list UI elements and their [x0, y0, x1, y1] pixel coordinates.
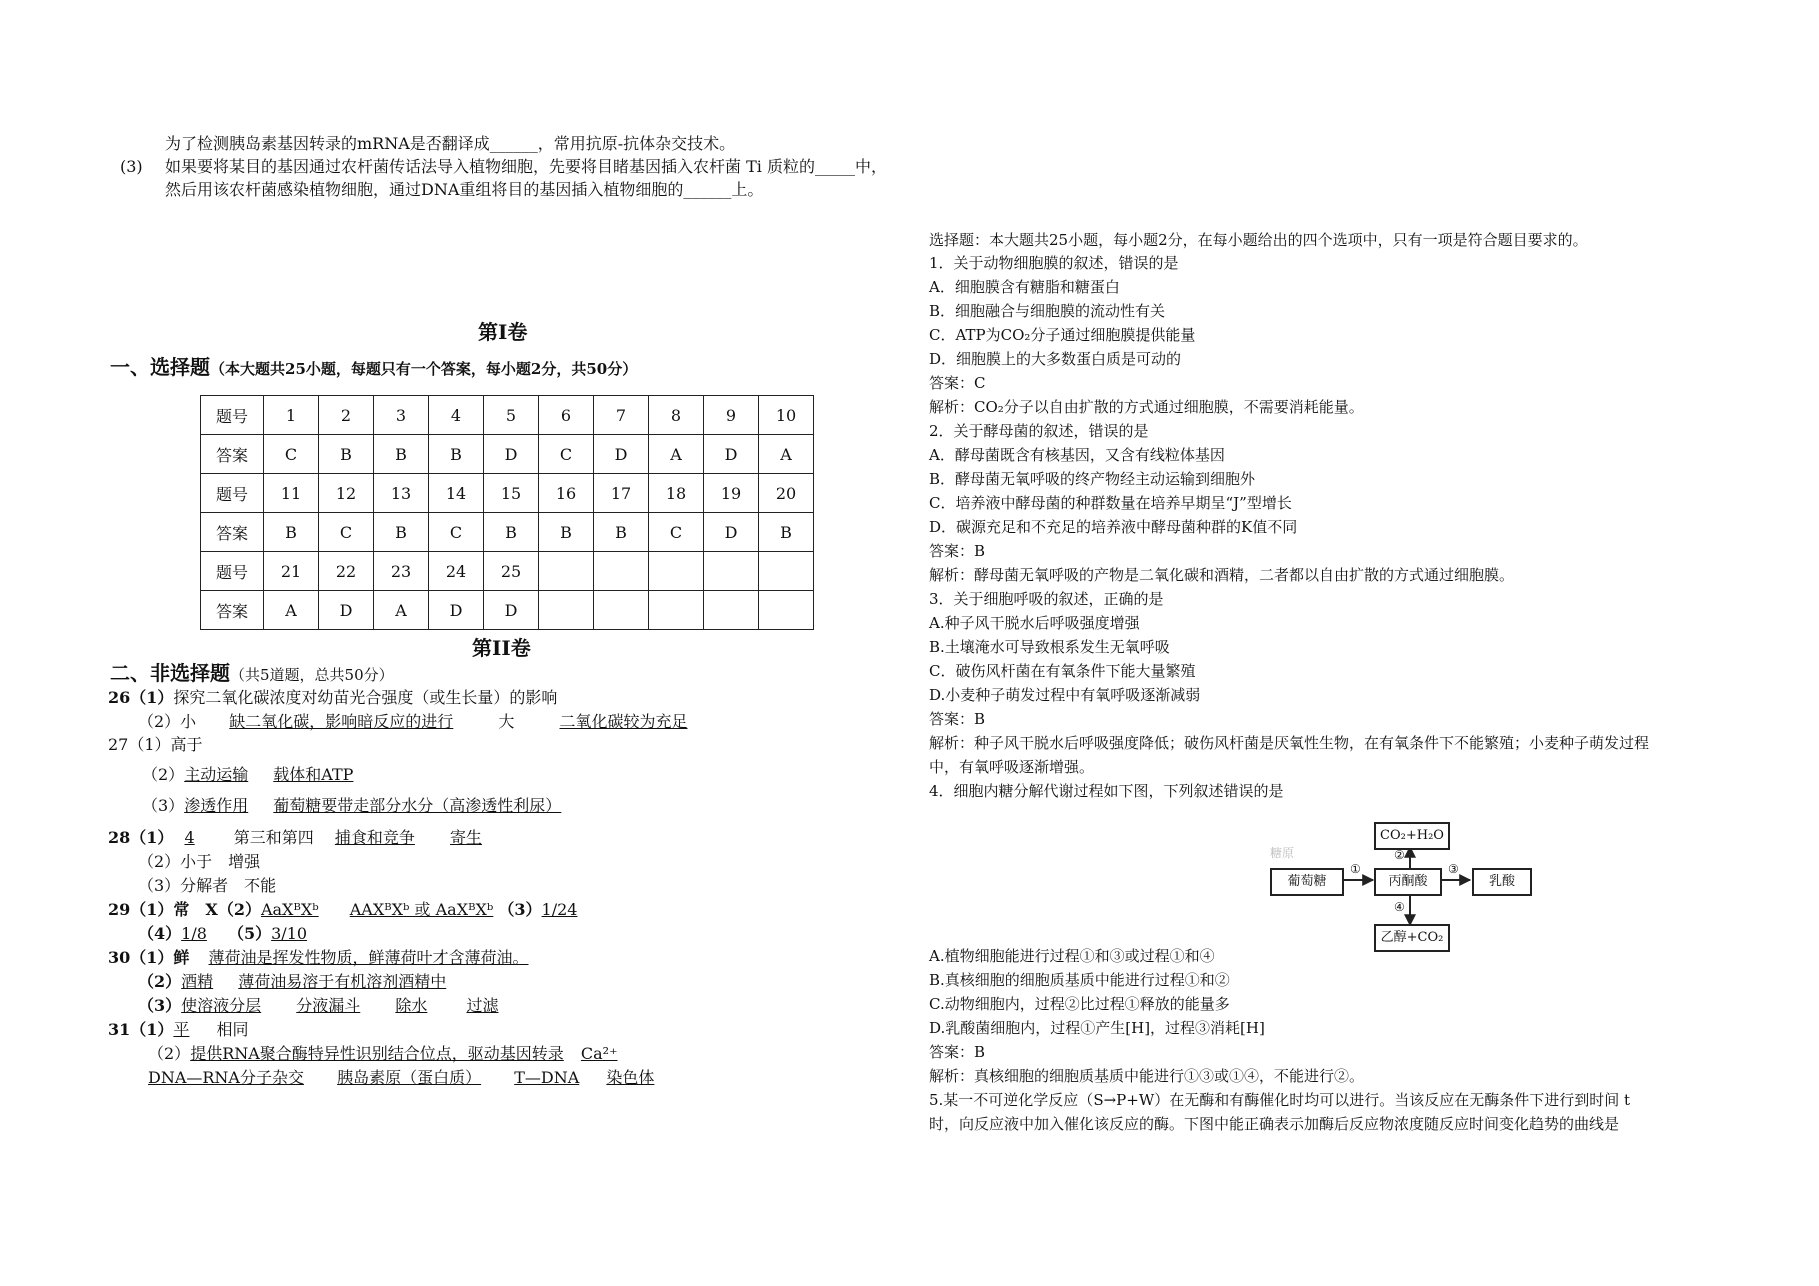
answer-table-cell: D: [704, 513, 759, 552]
q30-line2: [138, 972, 446, 992]
q29-num: 29（1）常 X（2）: [108, 900, 261, 919]
answer-table-cell: A: [264, 591, 319, 630]
right-q2-answer: 答案：B: [929, 542, 986, 560]
right-q1d: D．细胞膜上的大多数蛋白质是可动的: [929, 350, 1182, 368]
right-q4d: D.乳酸菌细胞内，过程①产生[H]，过程③消耗[H]: [929, 1019, 1265, 1037]
step-1-label: ①: [1350, 862, 1361, 876]
right-q1-explain: 解析：CO₂分子以自由扩散的方式通过细胞膜，不需要消耗能量。: [929, 398, 1364, 416]
answer-table-cell: 5: [484, 396, 539, 435]
right-q1-answer: 答案：C: [929, 374, 986, 392]
glucose-box: 葡萄糖: [1270, 868, 1344, 896]
q28-1-d: 寄生: [450, 828, 483, 847]
answer-table-cell: 6: [539, 396, 594, 435]
right-q2b: B．酵母菌无氧呼吸的终产物经主动运输到细胞外: [929, 470, 1256, 488]
answer-table-cell: A: [649, 435, 704, 474]
answer-table-cell: 24: [429, 552, 484, 591]
q26-text: 探究二氧化碳浓度对幼苗光合强度（或生长量）的影响: [173, 688, 558, 707]
q27-line2: [142, 765, 353, 785]
q29-5-a: 3/10: [271, 924, 308, 943]
answer-table-cell: [539, 552, 594, 591]
q30-3-c: 除水: [395, 996, 428, 1015]
answer-table-row: [201, 591, 814, 630]
answer-table-cell: B: [319, 435, 374, 474]
answer-table-cell: 4: [429, 396, 484, 435]
answer-table-cell: 8: [649, 396, 704, 435]
lactic-acid-box: 乳酸: [1472, 868, 1532, 896]
right-q5-line2: 时，向反应液中加入催化该反应的酶。下图中能正确表示加酶后反应物浓度随反应时间变化趋势的曲线是: [929, 1115, 1620, 1133]
q30-2-b: 薄荷油易溶于有机溶剂酒精中: [238, 972, 447, 991]
right-intro: 选择题：本大题共25小题，每小题2分，在每小题给出的四个选项中，只有一项是符合题目要求的。: [929, 231, 1588, 249]
q30-line3: [138, 996, 498, 1016]
q26-2-num: （2）小: [138, 712, 197, 731]
right-q2-explain: 解析：酵母菌无氧呼吸的产物是二氧化碳和酒精，二者都以自由扩散的方式通过细胞膜。: [929, 566, 1515, 584]
right-q5-line1: 5.某一不可逆化学反应（S→P+W）在无酶和有酶催化时均可以进行。当该反应在无酶条件下进行到时间 t: [929, 1091, 1631, 1109]
right-q3-explain-1: 解析：种子风干脱水后呼吸强度降低；破伤风杆菌是厌氧性生物，在有氧条件下不能繁殖；小麦种子萌发过程: [929, 734, 1650, 752]
right-q4-answer: 答案：B: [929, 1043, 986, 1061]
q30-line1: [108, 948, 529, 968]
q28-num: 28（1）: [108, 828, 174, 847]
right-q4-explain: 解析：真核细胞的细胞质基质中能进行①③或①④，不能进行②。: [929, 1067, 1365, 1085]
answer-table: [200, 395, 814, 630]
step-3-label: ③: [1448, 862, 1459, 876]
q31-2-num: （2）: [148, 1044, 191, 1063]
answer-table-row: [201, 513, 814, 552]
answer-table-row-header: 答案: [201, 591, 264, 630]
q27-line3: [142, 796, 561, 816]
right-q1: 1．关于动物细胞膜的叙述，错误的是: [929, 254, 1179, 272]
q31-3-a: DNA—RNA分子杂交: [148, 1068, 304, 1087]
q29-1-a: AaXᴮXᵇ: [260, 900, 319, 919]
answer-table-row-header: 题号: [201, 396, 264, 435]
answer-table-row-header: 题号: [201, 552, 264, 591]
answer-table-cell: C: [264, 435, 319, 474]
vol1-title: 第I卷: [478, 320, 528, 344]
q29-1-b: AAXᴮXᵇ 或 AaXᴮXᵇ: [349, 900, 494, 919]
q31-3-c: T—DNA: [514, 1068, 580, 1087]
pyruvate-box: 丙酮酸: [1374, 868, 1442, 896]
answer-table-cell: 7: [594, 396, 649, 435]
answer-table-cell: 13: [374, 474, 429, 513]
q26-2-c: 二氧化碳较为充足: [559, 712, 688, 731]
q28-line1: [108, 828, 482, 848]
answer-table-cell: B: [539, 513, 594, 552]
q31-3-d: 染色体: [606, 1068, 655, 1087]
right-q1a: A．细胞膜含有糖脂和糖蛋白: [929, 278, 1120, 296]
q29-line2: [138, 924, 307, 944]
answer-table-cell: 2: [319, 396, 374, 435]
answer-table-cell: D: [484, 435, 539, 474]
right-q2a: A．酵母菌既含有核基因，又含有线粒体基因: [929, 446, 1225, 464]
answer-table-cell: 11: [264, 474, 319, 513]
answer-table-row: [201, 552, 814, 591]
answer-table-row-header: 答案: [201, 435, 264, 474]
answer-table-cell: [649, 552, 704, 591]
right-q1b: B．细胞融合与细胞膜的流动性有关: [929, 302, 1166, 320]
answer-table-cell: 20: [759, 474, 814, 513]
right-q4c: C.动物细胞内，过程②比过程①释放的能量多: [929, 995, 1230, 1013]
q31-3-b: 胰岛素原（蛋白质）: [337, 1068, 482, 1087]
answer-table-cell: [594, 591, 649, 630]
q27-2-b: 载体和ATP: [273, 765, 354, 784]
right-q1c: C．ATP为CO₂分子通过细胞膜提供能量: [929, 326, 1196, 344]
right-q2: 2．关于酵母菌的叙述，错误的是: [929, 422, 1149, 440]
answer-table-cell: C: [649, 513, 704, 552]
q26-line1: [108, 688, 557, 708]
section1-header: [110, 357, 637, 379]
q29-3-a: 1/24: [541, 900, 578, 919]
answer-table-cell: A: [759, 435, 814, 474]
answer-table-cell: B: [429, 435, 484, 474]
answer-table-cell: [759, 552, 814, 591]
metabolism-diagram: [1270, 820, 1520, 970]
q29-4-num: （4）: [138, 924, 182, 943]
answer-table-cell: 21: [264, 552, 319, 591]
answer-table-cell: 9: [704, 396, 759, 435]
q31-num: 31（1）: [108, 1020, 174, 1039]
answer-table-cell: B: [759, 513, 814, 552]
answer-table-cell: C: [539, 435, 594, 474]
q31-line3: [148, 1068, 654, 1088]
answer-table-cell: D: [484, 591, 539, 630]
q30-3-d: 过滤: [466, 996, 499, 1015]
answer-table-cell: C: [429, 513, 484, 552]
q31-line2: [148, 1044, 618, 1064]
ethanol-co2-box: 乙醇+CO₂: [1374, 924, 1450, 952]
q28-1-b: 第三和第四: [233, 828, 314, 847]
vol2-title: 第II卷: [472, 636, 531, 660]
q31-line1: [108, 1020, 249, 1040]
answer-table-cell: D: [594, 435, 649, 474]
answer-table-cell: 15: [484, 474, 539, 513]
answer-table-row-header: 题号: [201, 474, 264, 513]
q28-1-c: 捕食和竞争: [334, 828, 415, 847]
answer-table-cell: A: [374, 591, 429, 630]
q27-2-num: （2）: [142, 765, 185, 784]
q30-2-num: （2）: [138, 972, 182, 991]
top-line-3: 然后用该农杆菌感染植物细胞，通过DNA重组将目的基因插入植物细胞的______上。: [165, 180, 764, 199]
q27-2-a: 主动运输: [184, 765, 249, 784]
answer-table-cell: 25: [484, 552, 539, 591]
answer-table-cell: D: [319, 591, 374, 630]
q30-3-num: （3）: [138, 996, 182, 1015]
q29-line1: [108, 900, 577, 920]
right-q2c: C．培养液中酵母菌的种群数量在培养早期呈“J”型增长: [929, 494, 1292, 512]
answer-table-cell: B: [374, 435, 429, 474]
section2-header: [110, 663, 394, 685]
answer-table-row: [201, 396, 814, 435]
answer-table-cell: 16: [539, 474, 594, 513]
right-q4: 4．细胞内糖分解代谢过程如下图，下列叙述错误的是: [929, 782, 1284, 800]
answer-table-cell: D: [429, 591, 484, 630]
answer-table-cell: 14: [429, 474, 484, 513]
top-line-2: 如果要将某目的基因通过农杆菌传话法导入植物细胞，先要将目睹基因插入农杆菌 Ti 质粒的_____中，: [165, 157, 887, 176]
q28-line2: （2）小于 增强: [138, 852, 261, 871]
section2-title: 二、非选择题: [110, 661, 230, 685]
q26-line2: [138, 712, 688, 732]
step-2-label: ②: [1394, 848, 1405, 862]
q30-2-a: 酒精: [181, 972, 214, 991]
q26-2-b: 大: [498, 712, 515, 731]
right-q3c: C．破伤风杆菌在有氧条件下能大量繁殖: [929, 662, 1196, 680]
answer-table-cell: [759, 591, 814, 630]
faded-label: 糖原: [1270, 846, 1295, 860]
q27-3-num: （3）: [142, 796, 185, 815]
answer-table-cell: 23: [374, 552, 429, 591]
answer-table-cell: 22: [319, 552, 374, 591]
q29-5-num: （5）: [227, 924, 272, 943]
q27-line1: 27（1）高于: [108, 735, 203, 754]
step-4-label: ④: [1394, 900, 1405, 914]
right-q4a: A.植物细胞能进行过程①和③或过程①和④: [929, 947, 1215, 965]
answer-table-cell: D: [704, 435, 759, 474]
right-q3-answer: 答案：B: [929, 710, 986, 728]
q31-2-a: 提供RNA聚合酶特异性识别结合位点，驱动基因转录: [190, 1044, 564, 1063]
q28-line3: （3）分解者 不能: [138, 876, 277, 895]
answer-table-cell: 17: [594, 474, 649, 513]
right-q3b: B.土壤淹水可导致根系发生无氧呼吸: [929, 638, 1170, 656]
q30-1-a: 薄荷油是挥发性物质，鲜薄荷叶才含薄荷油。: [208, 948, 529, 967]
q28-1-a: 4: [184, 828, 195, 847]
answer-table-cell: B: [594, 513, 649, 552]
answer-table-row-header: 答案: [201, 513, 264, 552]
answer-table-cell: 18: [649, 474, 704, 513]
right-q3d: D.小麦种子萌发过程中有氧呼吸逐渐减弱: [929, 686, 1201, 704]
right-q3a: A.种子风干脱水后呼吸强度增强: [929, 614, 1140, 632]
answer-table-cell: C: [319, 513, 374, 552]
right-q3: 3．关于细胞呼吸的叙述，正确的是: [929, 590, 1164, 608]
answer-table-cell: 3: [374, 396, 429, 435]
top-line-2-num: (3): [120, 157, 143, 176]
section1-note: （本大题共25小题，每题只有一个答案，每小题2分，共50分）: [210, 360, 638, 378]
answer-table-cell: [704, 552, 759, 591]
q29-4-a: 1/8: [181, 924, 207, 943]
top-line-1: 为了检测胰岛素基因转录的mRNA是否翻译成______，常用抗原-抗体杂交技术。: [165, 134, 736, 153]
q27-3-b: 葡萄糖要带走部分水分（高渗透性利尿）: [273, 796, 562, 815]
answer-table-cell: 19: [704, 474, 759, 513]
answer-table-cell: 10: [759, 396, 814, 435]
section1-title: 一、选择题: [110, 355, 210, 379]
q31-2-b: Ca²⁺: [580, 1044, 618, 1063]
q29-3-num: （3）: [498, 900, 542, 919]
section2-note: （共5道题，总共50分）: [230, 666, 394, 684]
co2-h2o-box: CO₂+H₂O: [1374, 822, 1450, 850]
q26-2-a: 缺二氧化碳，影响暗反应的进行: [229, 712, 454, 731]
answer-table-cell: [649, 591, 704, 630]
answer-table-row: [201, 474, 814, 513]
answer-table-cell: [594, 552, 649, 591]
answer-table-cell: 12: [319, 474, 374, 513]
q30-3-b: 分液漏斗: [296, 996, 361, 1015]
answer-table-row: [201, 435, 814, 474]
q26-num: 26（1）: [108, 688, 174, 707]
right-q4b: B.真核细胞的细胞质基质中能进行过程①和②: [929, 971, 1230, 989]
right-q2d: D．碳源充足和不充足的培养液中酵母菌种群的K值不同: [929, 518, 1298, 536]
answer-table-cell: [539, 591, 594, 630]
q30-num: 30（1）鲜: [108, 948, 190, 967]
q31-1-b: 相同: [216, 1020, 249, 1039]
q30-3-a: 使溶液分层: [181, 996, 262, 1015]
answer-table-cell: B: [484, 513, 539, 552]
q31-1-a: 平: [173, 1020, 190, 1039]
answer-table-cell: [704, 591, 759, 630]
answer-table-cell: 1: [264, 396, 319, 435]
q27-3-a: 渗透作用: [184, 796, 249, 815]
right-q3-explain-2: 中，有氧呼吸逐渐增强。: [929, 758, 1095, 776]
answer-table-cell: B: [264, 513, 319, 552]
answer-table-cell: B: [374, 513, 429, 552]
